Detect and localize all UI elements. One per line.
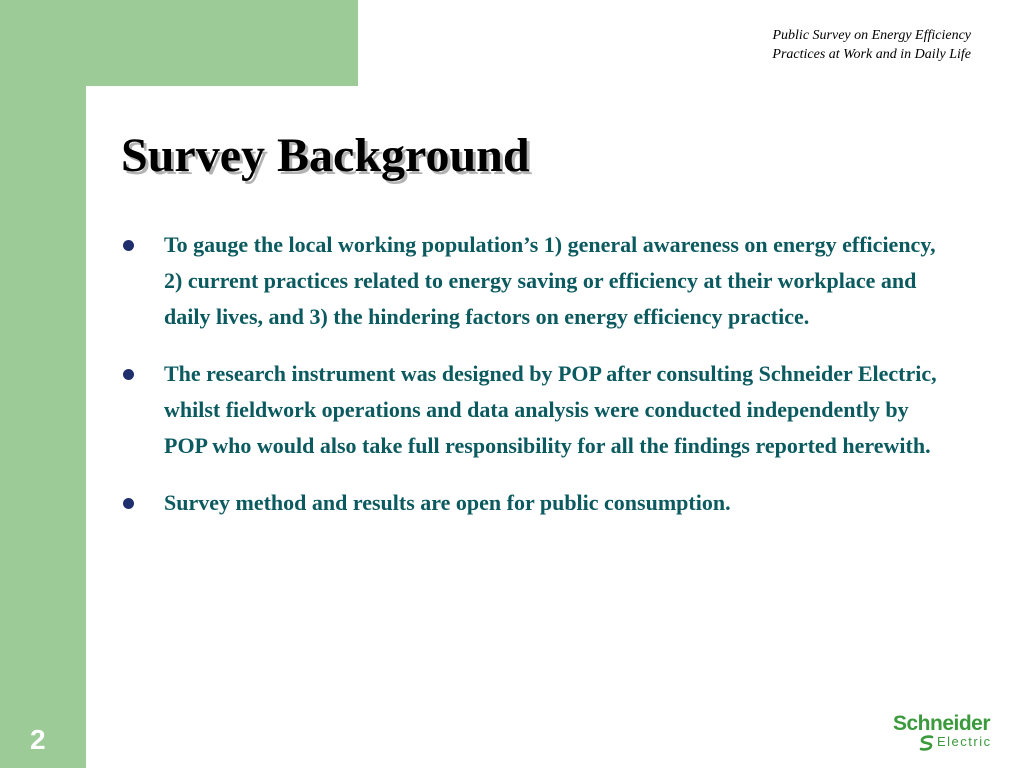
header-line-2: Practices at Work and in Daily Life [772, 47, 971, 62]
slide-title: Survey Background [121, 129, 530, 182]
bullet-item [120, 485, 940, 521]
bullet-text: Survey method and results are open for public consumption. [164, 490, 731, 515]
bullet-text: The research instrument was designed by POP after consulting Schneider Electric, whilst fieldwork operations and data analysis were conducted independently by POP who would also take full responsibility for all the findings reported herewith. [164, 361, 937, 458]
green-sidebar [0, 0, 86, 768]
bullet-dot-icon [123, 498, 134, 509]
bullet-text: To gauge the local working population’s 1) general awareness on energy efficiency, 2) current practices related to energy saving or efficiency at their workplace and daily lives, and 3) the hindering factors on energy efficiency practice. [164, 232, 936, 329]
bullet-item [120, 356, 940, 464]
logo-name-bottom: Electric [937, 734, 992, 749]
bullet-dot-icon [123, 369, 134, 380]
bullet-item [120, 227, 940, 335]
bullet-dot-icon [123, 240, 134, 251]
schneider-electric-logo [893, 713, 1005, 751]
logo-name-top: Schneider [893, 712, 991, 735]
bullet-list [120, 227, 940, 542]
page-number: 2 [30, 724, 46, 755]
logo-s-mark-icon [919, 735, 935, 751]
header-line-1: Public Survey on Energy Efficiency [772, 28, 971, 43]
green-top-band [0, 0, 358, 86]
presentation-header [772, 26, 971, 64]
